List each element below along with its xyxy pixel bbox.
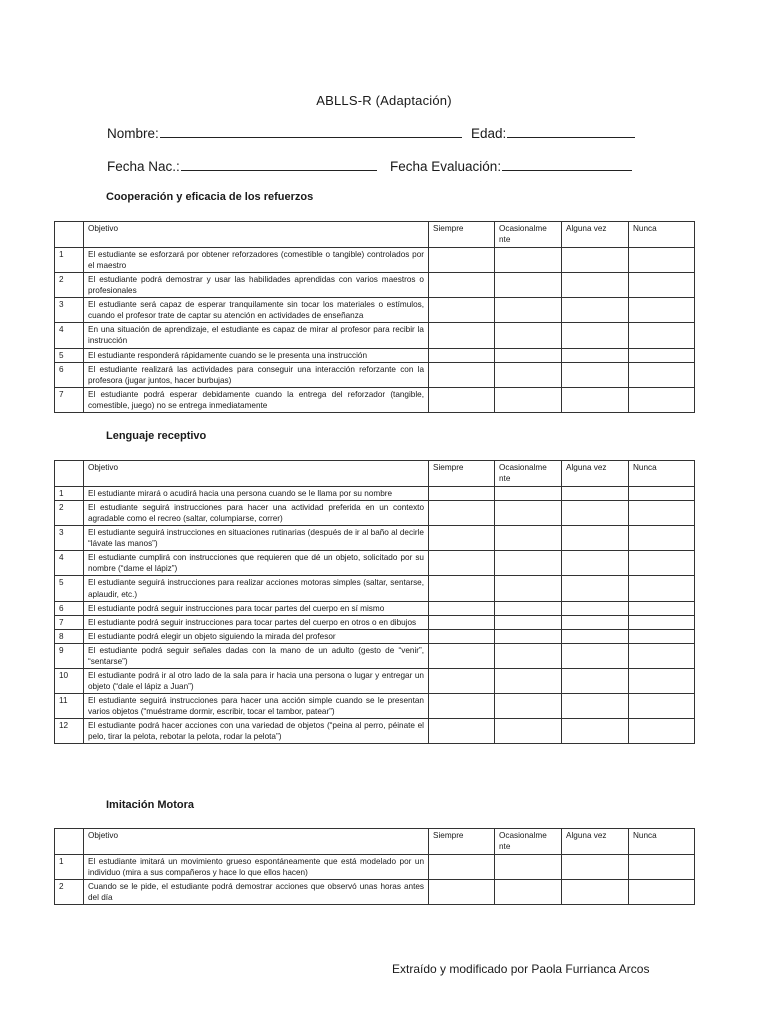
siempre-cell[interactable]: [429, 629, 495, 643]
nunca-cell[interactable]: [629, 576, 695, 601]
row-objetivo: El estudiante responderá rápidamente cuando se le presenta una instrucción: [84, 348, 429, 362]
nunca-cell[interactable]: [629, 668, 695, 693]
ocasionalmente-cell[interactable]: [495, 487, 562, 501]
ocasionalmente-cell[interactable]: [495, 551, 562, 576]
nunca-cell[interactable]: [629, 487, 695, 501]
header-col-siempre: Siempre: [429, 461, 495, 487]
edad-label: Edad:: [471, 126, 507, 141]
table-header-row: [55, 222, 695, 248]
row-objetivo: El estudiante mirará o acudirá hacia una persona cuando se le llama por su nombre: [84, 487, 429, 501]
row-objetivo: El estudiante podrá seguir instrucciones para tocar partes del cuerpo en sí mismo: [84, 601, 429, 615]
alguna-vez-cell[interactable]: [562, 668, 629, 693]
header-col-objetivo: Objetivo: [84, 222, 429, 248]
table-row: [55, 298, 695, 323]
footer-credit: Extraído y modificado por Paola Furrianca Arcos: [392, 962, 650, 976]
row-number: 1: [55, 855, 84, 880]
row-objetivo: El estudiante se esforzará por obtener reforzadores (comestible o tangible) controlados por el maestro: [84, 248, 429, 273]
alguna-vez-cell[interactable]: [562, 601, 629, 615]
row-objetivo: El estudiante podrá esperar debidamente cuando la entrega del reforzador (tangible, comestible, juego) no se entrega inmediatamente: [84, 387, 429, 412]
nunca-cell[interactable]: [629, 694, 695, 719]
table-row: [55, 643, 695, 668]
table-row: [55, 273, 695, 298]
siempre-cell[interactable]: [429, 601, 495, 615]
nunca-cell[interactable]: [629, 643, 695, 668]
table-row: [55, 855, 695, 880]
row-number: 7: [55, 387, 84, 412]
nunca-cell[interactable]: [629, 298, 695, 323]
nunca-cell[interactable]: [629, 273, 695, 298]
alguna-vez-cell[interactable]: [562, 526, 629, 551]
fecha-nac-field[interactable]: [107, 158, 377, 174]
ocasionalmente-cell[interactable]: [495, 694, 562, 719]
row-number: 6: [55, 362, 84, 387]
row-objetivo: El estudiante seguirá instrucciones para hacer una actividad preferida en un contexto agradable como el recreo (saltar, columpiarse, correr): [84, 501, 429, 526]
fecha-nac-blank[interactable]: [181, 158, 377, 171]
table-row: [55, 526, 695, 551]
nunca-cell[interactable]: [629, 615, 695, 629]
ocasionalmente-cell[interactable]: [495, 615, 562, 629]
alguna-vez-cell[interactable]: [562, 719, 629, 744]
ocasionalmente-cell[interactable]: [495, 643, 562, 668]
nunca-cell[interactable]: [629, 880, 695, 905]
row-objetivo: El estudiante imitará un movimiento grueso espontáneamente que está modelado por un individuo (mira a sus compañeros y hace lo que ellos hacen): [84, 855, 429, 880]
edad-blank[interactable]: [507, 125, 635, 138]
ocasionalmente-cell[interactable]: [495, 526, 562, 551]
header-col-number: [55, 829, 84, 855]
siempre-cell[interactable]: [429, 487, 495, 501]
fecha-evaluacion-field[interactable]: [390, 158, 632, 174]
row-objetivo: El estudiante cumplirá con instrucciones que requieren que dé un objeto, solicitado por su nombre (“dame el lápiz”): [84, 551, 429, 576]
ocasionalmente-cell[interactable]: [495, 576, 562, 601]
nombre-label: Nombre:: [107, 126, 159, 141]
row-number: 2: [55, 273, 84, 298]
row-objetivo: Cuando se le pide, el estudiante podrá demostrar acciones que observó unas horas antes del día: [84, 880, 429, 905]
alguna-vez-cell[interactable]: [562, 694, 629, 719]
ocasionalmente-cell[interactable]: [495, 298, 562, 323]
nunca-cell[interactable]: [629, 551, 695, 576]
siempre-cell[interactable]: [429, 551, 495, 576]
row-number: 2: [55, 880, 84, 905]
nunca-cell[interactable]: [629, 348, 695, 362]
alguna-vez-cell[interactable]: [562, 362, 629, 387]
ocasionalmente-cell[interactable]: [495, 248, 562, 273]
row-number: 5: [55, 576, 84, 601]
ocasionalmente-cell[interactable]: [495, 348, 562, 362]
table-row: [55, 487, 695, 501]
alguna-vez-cell[interactable]: [562, 323, 629, 348]
row-number: 11: [55, 694, 84, 719]
table-row: [55, 629, 695, 643]
table-row: [55, 501, 695, 526]
ocasionalmente-cell[interactable]: [495, 880, 562, 905]
row-objetivo: El estudiante podrá ir al otro lado de la sala para ir hacia una persona o lugar y entregar un objeto (“dale el lápiz a Juan”): [84, 668, 429, 693]
edad-field[interactable]: [471, 125, 635, 141]
table-row: [55, 601, 695, 615]
header-col-alguna-vez: Alguna vez: [562, 222, 629, 248]
row-objetivo: El estudiante seguirá instrucciones en situaciones rutinarias (después de ir al baño al decirle “lávate las manos”): [84, 526, 429, 551]
table-row: [55, 576, 695, 601]
nombre-field[interactable]: [107, 125, 462, 141]
row-number: 8: [55, 629, 84, 643]
siempre-cell[interactable]: [429, 576, 495, 601]
header-col-objetivo: Objetivo: [84, 461, 429, 487]
header-col-ocasionalmente: Ocasionalme nte: [495, 222, 562, 248]
siempre-cell[interactable]: [429, 694, 495, 719]
siempre-cell[interactable]: [429, 880, 495, 905]
siempre-cell[interactable]: [429, 323, 495, 348]
alguna-vez-cell[interactable]: [562, 248, 629, 273]
ocasionalmente-cell[interactable]: [495, 323, 562, 348]
fecha-evaluacion-label: Fecha Evaluación:: [390, 159, 502, 174]
row-number: 5: [55, 348, 84, 362]
alguna-vez-cell[interactable]: [562, 855, 629, 880]
row-number: 12: [55, 719, 84, 744]
header-col-alguna-vez: Alguna vez: [562, 461, 629, 487]
section-title-imitacion-motora: Imitación Motora: [106, 799, 195, 811]
siempre-cell[interactable]: [429, 248, 495, 273]
fecha-evaluacion-blank[interactable]: [502, 158, 632, 171]
row-number: 7: [55, 615, 84, 629]
row-objetivo: El estudiante realizará las actividades para conseguir una interacción reforzante con la profesora (jugar juntos, hacer burbujas): [84, 362, 429, 387]
table-row: [55, 551, 695, 576]
alguna-vez-cell[interactable]: [562, 576, 629, 601]
nunca-cell[interactable]: [629, 248, 695, 273]
alguna-vez-cell[interactable]: [562, 387, 629, 412]
table-row: [55, 323, 695, 348]
alguna-vez-cell[interactable]: [562, 501, 629, 526]
ocasionalmente-cell[interactable]: [495, 387, 562, 412]
table-row: [55, 248, 695, 273]
alguna-vez-cell[interactable]: [562, 298, 629, 323]
header-col-ocasionalmente: Ocasionalme nte: [495, 461, 562, 487]
ocasionalmente-cell[interactable]: [495, 601, 562, 615]
siempre-cell[interactable]: [429, 615, 495, 629]
header-col-nunca: Nunca: [629, 222, 695, 248]
siempre-cell[interactable]: [429, 273, 495, 298]
table-imitacion-motora: [54, 828, 695, 905]
alguna-vez-cell[interactable]: [562, 348, 629, 362]
siempre-cell[interactable]: [429, 643, 495, 668]
row-number: 6: [55, 601, 84, 615]
nunca-cell[interactable]: [629, 387, 695, 412]
siempre-cell[interactable]: [429, 719, 495, 744]
table-row: [55, 387, 695, 412]
siempre-cell[interactable]: [429, 668, 495, 693]
siempre-cell[interactable]: [429, 526, 495, 551]
siempre-cell[interactable]: [429, 348, 495, 362]
nunca-cell[interactable]: [629, 629, 695, 643]
row-number: 4: [55, 323, 84, 348]
nombre-blank[interactable]: [160, 125, 462, 138]
alguna-vez-cell[interactable]: [562, 615, 629, 629]
table-header-row: [55, 461, 695, 487]
table-row: [55, 348, 695, 362]
section-title-cooperacion: Cooperación y eficacia de los refuerzos: [106, 191, 314, 203]
alguna-vez-cell[interactable]: [562, 880, 629, 905]
row-number: 1: [55, 248, 84, 273]
nunca-cell[interactable]: [629, 526, 695, 551]
row-objetivo: El estudiante será capaz de esperar tranquilamente sin tocar los materiales o estímulos, cuando el profesor trate de captar su atención en actividades de enseñanza: [84, 298, 429, 323]
header-col-alguna-vez: Alguna vez: [562, 829, 629, 855]
alguna-vez-cell[interactable]: [562, 643, 629, 668]
row-objetivo: El estudiante podrá seguir instrucciones para tocar partes del cuerpo en otros o en dibujos: [84, 615, 429, 629]
header-col-number: [55, 461, 84, 487]
section-title-lenguaje-receptivo: Lenguaje receptivo: [106, 430, 207, 442]
ocasionalmente-cell[interactable]: [495, 719, 562, 744]
alguna-vez-cell[interactable]: [562, 551, 629, 576]
row-objetivo: El estudiante seguirá instrucciones para hacer una acción simple cuando se le presentan varios objetos (“muéstrame dormir, escribir, tocar el tambor, patear”): [84, 694, 429, 719]
table-lenguaje-receptivo: [54, 460, 695, 744]
ocasionalmente-cell[interactable]: [495, 668, 562, 693]
row-number: 10: [55, 668, 84, 693]
row-objetivo: El estudiante podrá hacer acciones con una variedad de objetos (“peina al perro, péinate el pelo, tirar la pelota, rebotar la pelota, rodar la pelota”): [84, 719, 429, 744]
ocasionalmente-cell[interactable]: [495, 273, 562, 298]
header-col-ocasionalmente: Ocasionalme nte: [495, 829, 562, 855]
alguna-vez-cell[interactable]: [562, 487, 629, 501]
nunca-cell[interactable]: [629, 601, 695, 615]
header-col-siempre: Siempre: [429, 829, 495, 855]
siempre-cell[interactable]: [429, 298, 495, 323]
row-objetivo: El estudiante podrá seguir señales dadas con la mano de un adulto (gesto de “venir”, “sentarse”): [84, 643, 429, 668]
nunca-cell[interactable]: [629, 719, 695, 744]
row-number: 2: [55, 501, 84, 526]
header-col-objetivo: Objetivo: [84, 829, 429, 855]
table-row: [55, 362, 695, 387]
ocasionalmente-cell[interactable]: [495, 501, 562, 526]
header-col-number: [55, 222, 84, 248]
siempre-cell[interactable]: [429, 387, 495, 412]
header-col-siempre: Siempre: [429, 222, 495, 248]
table-row: [55, 719, 695, 744]
siempre-cell[interactable]: [429, 855, 495, 880]
ocasionalmente-cell[interactable]: [495, 362, 562, 387]
nunca-cell[interactable]: [629, 323, 695, 348]
fecha-nac-label: Fecha Nac.:: [107, 159, 180, 174]
row-number: 9: [55, 643, 84, 668]
table-row: [55, 668, 695, 693]
row-number: 4: [55, 551, 84, 576]
row-objetivo: El estudiante seguirá instrucciones para realizar acciones motoras simples (saltar, sentarse, aplaudir, etc.): [84, 576, 429, 601]
row-objetivo: El estudiante podrá elegir un objeto siguiendo la mirada del profesor: [84, 629, 429, 643]
alguna-vez-cell[interactable]: [562, 629, 629, 643]
table-row: [55, 615, 695, 629]
row-number: 3: [55, 298, 84, 323]
row-objetivo: El estudiante podrá demostrar y usar las habilidades aprendidas con varios maestros o profesionales: [84, 273, 429, 298]
table-row: [55, 880, 695, 905]
header-col-nunca: Nunca: [629, 461, 695, 487]
table-row: [55, 694, 695, 719]
table-header-row: [55, 829, 695, 855]
nunca-cell[interactable]: [629, 855, 695, 880]
header-col-nunca: Nunca: [629, 829, 695, 855]
siempre-cell[interactable]: [429, 501, 495, 526]
nunca-cell[interactable]: [629, 362, 695, 387]
alguna-vez-cell[interactable]: [562, 273, 629, 298]
row-number: 3: [55, 526, 84, 551]
row-number: 1: [55, 487, 84, 501]
table-cooperacion: [54, 221, 695, 413]
nunca-cell[interactable]: [629, 501, 695, 526]
row-objetivo: En una situación de aprendizaje, el estudiante es capaz de mirar al profesor para recibir la instrucción: [84, 323, 429, 348]
ocasionalmente-cell[interactable]: [495, 629, 562, 643]
siempre-cell[interactable]: [429, 362, 495, 387]
ocasionalmente-cell[interactable]: [495, 855, 562, 880]
document-title: ABLLS-R (Adaptación): [316, 93, 452, 108]
